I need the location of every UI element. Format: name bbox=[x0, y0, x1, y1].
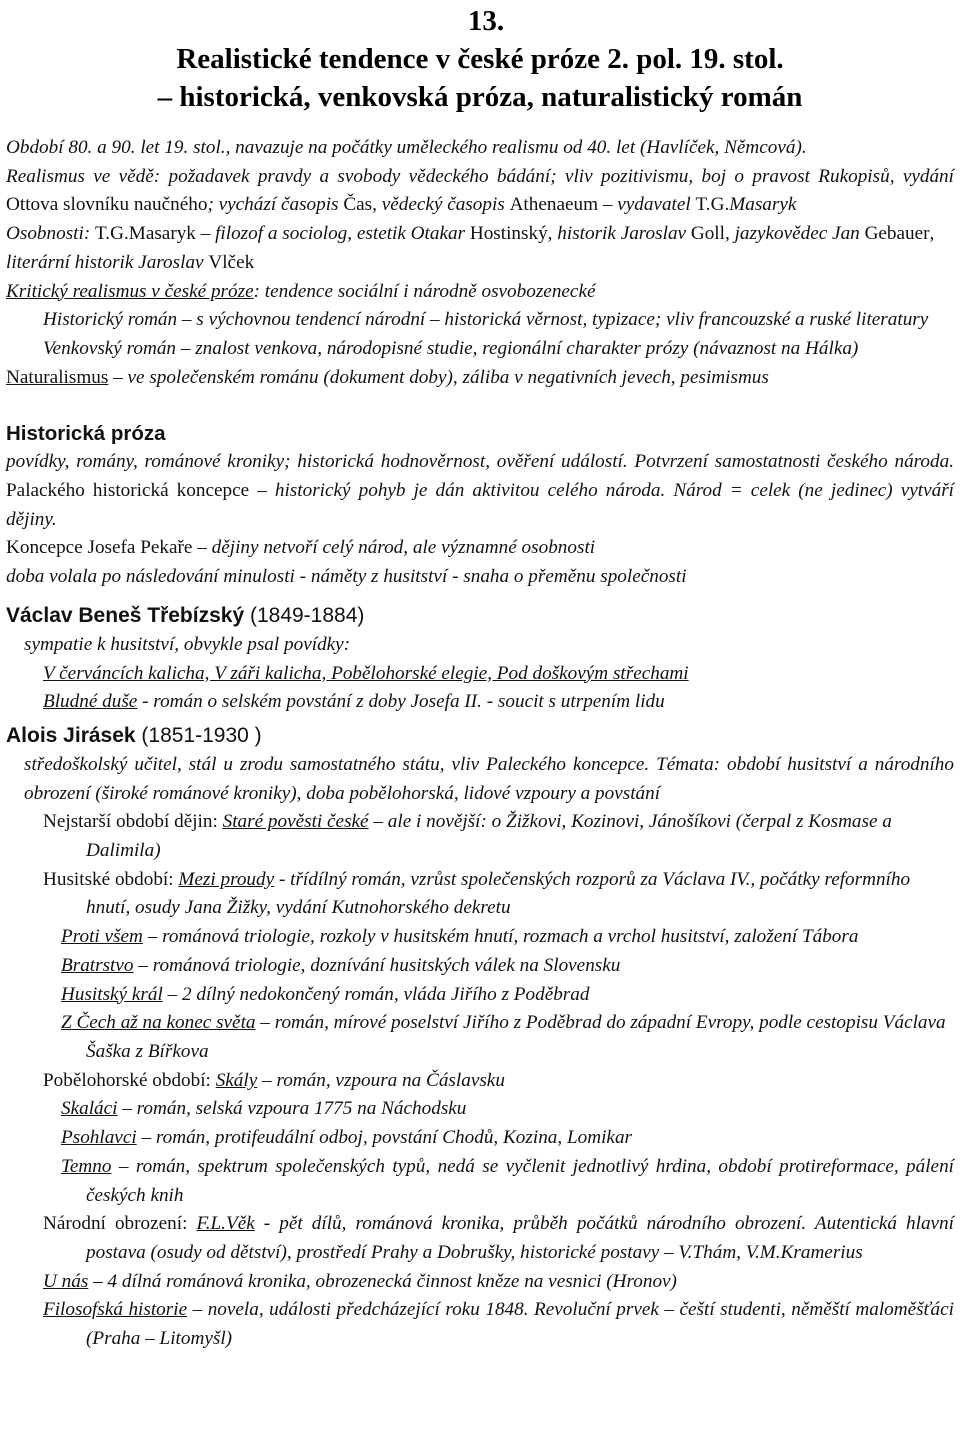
chapter-number: 13. bbox=[467, 5, 505, 37]
skaly-title: Skály bbox=[215, 1069, 258, 1091]
husitsky-kral-title: Husitský král bbox=[61, 983, 163, 1005]
husitsky-kral-rest: – 2 dílný nedokončený román, vláda Jiřího z Poděbrad bbox=[162, 983, 590, 1005]
z-cech-title: Z Čech až na konec světa bbox=[61, 1012, 256, 1034]
bratrstvo-rest: – románová triologie, doznívání husitských válek na Slovensku bbox=[133, 954, 621, 976]
filosofska-historie-paragraph bbox=[6, 1296, 954, 1353]
flvek-title: F.L.Věk bbox=[196, 1213, 255, 1235]
white-mountain-label: Pobělohorské období: bbox=[43, 1069, 216, 1091]
goll: Goll bbox=[690, 223, 725, 245]
persons-paragraph bbox=[6, 220, 954, 277]
author-trebizsky bbox=[6, 601, 954, 631]
husitsky-kral-paragraph bbox=[6, 981, 954, 1010]
trebizsky-note: sympatie k husitství, obvykle psal povídky: bbox=[24, 633, 351, 655]
section-heading-historical-prose: Historická próza bbox=[6, 422, 166, 446]
historical-novel-paragraph: Historický román – s výchovnou tendencí národní – historická věrnost, typizace; vliv francouzské a ruské literatury bbox=[43, 309, 929, 331]
oldest-period-paragraph bbox=[6, 808, 954, 865]
oldest-work: Staré pověsti české bbox=[222, 811, 369, 833]
z-cech-paragraph bbox=[6, 1009, 954, 1066]
proti-vsem-paragraph bbox=[6, 923, 954, 952]
skalaci-paragraph bbox=[6, 1095, 954, 1124]
filosofska-historie-rest: – novela, události předcházející roku 1848. Revoluční prvek – čeští studenti, něměští maloměšťáci (Praha – Litomyšl) bbox=[86, 1299, 954, 1350]
bludne-duse-paragraph bbox=[6, 688, 954, 717]
title-line-2: – historická, venkovská próza, naturalistický román bbox=[157, 81, 803, 113]
bludne-duse-rest: - román o selském povstání z doby Josefa II. - soucit s utrpením lidu bbox=[137, 691, 665, 713]
tgm-initials: T.G. bbox=[695, 194, 730, 216]
hp-text-b: – historický pohyb je dán aktivitou celého národa. Národ = celek (ne jedinec) vytváří dějiny. bbox=[6, 480, 954, 530]
filosofska-historie-title: Filosofská historie bbox=[43, 1299, 188, 1321]
oldest-rest: – ale i novější: o Žižkovi, Kozinovi, Jánošíkovi (čerpal z Kosmase a Dalimila) bbox=[86, 811, 892, 862]
z-cech-rest: – román, mírové poselství Jiřího z Poděbrad do západní Evropy, podle cestopisu Václava Šaška z Bířkova bbox=[86, 1012, 946, 1062]
hussite-rest: - třídílný román, vzrůst společenských rozporů za Václava IV., počátky reformního hnutí, osudy Jana Žižky, vydání Kutnohorského dekretu bbox=[86, 868, 911, 919]
realism-text-c: , vědecký časopis bbox=[372, 194, 510, 216]
realism-text-a: Realismus ve vědě: požadavek pravdy a svobody vědeckého bádání; vliv pozitivismu, boj o pravost Rukopisů, vydání bbox=[6, 165, 954, 187]
gebauer: Gebauer bbox=[864, 223, 930, 245]
author-jirasek bbox=[6, 721, 954, 751]
skaly-rest: – román, vzpoura na Čáslavsku bbox=[257, 1069, 505, 1091]
flvek-rest: - pět dílů, románová kronika, průběh počátků národního obrození. Autentická hlavní postava (osudy od dětství), prostředí Prahy a Dobrušky, historické postavy – V.Thám, V.M.Kramerius bbox=[86, 1213, 954, 1263]
realism-text-d: – vydavatel bbox=[598, 194, 696, 216]
bratrstvo-paragraph bbox=[6, 952, 954, 981]
psohlavci-paragraph bbox=[6, 1124, 954, 1153]
realism-text-b: ; vychází časopis bbox=[207, 194, 344, 216]
hussite-work: Mezi proudy bbox=[178, 868, 275, 890]
jirasek-intro: středoškolský učitel, stál u zrodu samostatného státu, vliv Paleckého koncepce. Témata: období husitství a národního obrození (široké románové kroniky), doba pobělohorská, lidové vzpoury a povstání bbox=[24, 753, 954, 804]
persons-text-b: , historik Jaroslav bbox=[547, 223, 691, 245]
revival-label: Národní obrození: bbox=[43, 1213, 197, 1235]
pekar-rest: – dějiny netvoří celý národ, ale významné osobnosti bbox=[192, 537, 596, 559]
naturalism-paragraph bbox=[6, 364, 954, 393]
realism-science-paragraph bbox=[6, 163, 954, 220]
proti-vsem-rest: – románová triologie, rozkoly v husitském hnutí, rozmach a vrchol husitství, založení Tábora bbox=[142, 926, 859, 948]
pekar-concept: Koncepce Josefa Pekaře bbox=[6, 537, 193, 559]
vlcek: Vlček bbox=[208, 251, 255, 273]
hp-text-a: povídky, romány, románové kroniky; historická hodnověrnost, ověření událostí. Potvrzení samostatnosti českého národa. bbox=[6, 451, 954, 473]
naturalism-term: Naturalismus bbox=[6, 366, 109, 388]
temno-title: Temno bbox=[61, 1155, 112, 1177]
masaryk-name: Masaryk bbox=[729, 194, 797, 216]
bludne-duse-title: Bludné duše bbox=[43, 691, 138, 713]
u-nas-rest: – 4 dílná románová kronika, obrozenecká činnost kněze na vesnici (Hronov) bbox=[88, 1270, 677, 1292]
u-nas-paragraph bbox=[6, 1268, 954, 1297]
author-name: Václav Beneš Třebízský bbox=[6, 603, 245, 627]
period-paragraph: Období 80. a 90. let 19. stol., navazuje na počátky uměleckého realismu od 40. let (Havlíček, Němcová). bbox=[6, 137, 807, 158]
author-name: Alois Jirásek bbox=[6, 723, 136, 747]
persons-text-a: – filozof a sociolog, estetik Otakar bbox=[195, 223, 470, 245]
oldest-label: Nejstarší období dějin: bbox=[43, 811, 223, 833]
trebizsky-works: V červáncích kalicha, V záři kalicha, Pobělohorské elegie, Pod doškovým střechami bbox=[43, 662, 689, 684]
document-body bbox=[0, 134, 960, 1354]
proti-vsem-title: Proti všem bbox=[61, 926, 143, 948]
national-revival-paragraph bbox=[6, 1210, 954, 1267]
temno-rest: – román, spektrum společenských typů, nedá se vyčlenit jednotlivý hrdina, období protireformace, pálení českých knih bbox=[86, 1155, 954, 1206]
critical-realism-paragraph bbox=[6, 278, 954, 307]
skalaci-title: Skaláci bbox=[61, 1098, 118, 1120]
persons-text-c: , jazykovědec Jan bbox=[724, 223, 865, 245]
persons-label: Osobnosti: bbox=[6, 223, 96, 245]
historical-prose-paragraph bbox=[6, 448, 954, 534]
u-nas-title: U nás bbox=[43, 1270, 89, 1292]
ottuv-slovnik: Ottova slovníku naučného bbox=[6, 194, 208, 216]
author-years: (1849-1884) bbox=[244, 603, 365, 627]
temno-paragraph bbox=[6, 1153, 954, 1210]
persons-tgm: T.G.Masaryk bbox=[95, 223, 196, 245]
pekar-paragraph bbox=[6, 534, 954, 563]
naturalism-rest: – ve společenském románu (dokument doby), záliba v negativních jevech, pesimismus bbox=[108, 366, 769, 388]
hostinsky: Hostinský bbox=[469, 223, 548, 245]
psohlavci-title: Psohlavci bbox=[61, 1127, 137, 1149]
bratrstvo-title: Bratrstvo bbox=[61, 954, 134, 976]
cas-journal: Čas bbox=[343, 194, 373, 216]
critical-realism-rest: : tendence sociální i národně osvobozenecké bbox=[253, 280, 596, 302]
rural-novel-paragraph: Venkovský román – znalost venkova, národopisné studie, regionální charakter prózy (návaznost na Hálka) bbox=[43, 337, 859, 359]
author-years: (1851-1930 ) bbox=[135, 723, 262, 747]
palacky-concept: Palackého historická koncepce bbox=[6, 480, 250, 502]
persons-text-d: , literární historik Jaroslav bbox=[6, 223, 935, 273]
critical-realism-term: Kritický realismus v české próze bbox=[6, 280, 254, 302]
hussite-period-paragraph bbox=[6, 866, 954, 923]
athenaeum-journal: Athenaeum bbox=[509, 194, 599, 216]
white-mountain-paragraph bbox=[6, 1067, 954, 1096]
skalaci-rest: – román, selská vzpoura 1775 na Náchodsku bbox=[117, 1098, 467, 1120]
psohlavci-rest: – román, protifeudální odboj, povstání Chodů, Kozina, Lomikar bbox=[136, 1127, 633, 1149]
era-paragraph: doba volala po následování minulosti - náměty z husitství - snaha o přeměnu společnosti bbox=[6, 566, 687, 588]
title-line-1: Realistické tendence v české próze 2. pol. 19. stol. bbox=[176, 43, 784, 75]
hussite-label: Husitské období: bbox=[43, 868, 179, 890]
document-header bbox=[0, 2, 960, 116]
